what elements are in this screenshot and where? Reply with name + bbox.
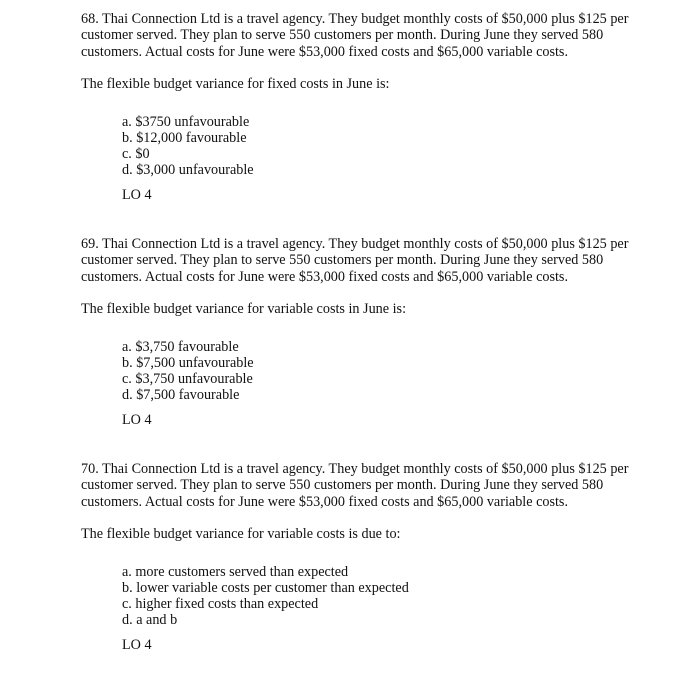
question-stem [81, 461, 641, 510]
answer-option-b: b. lower variable costs per customer than expected [122, 580, 409, 596]
learning-objective: LO 4 [122, 187, 152, 203]
answer-options [122, 114, 254, 178]
answer-option-c: c. $3,750 unfavourable [122, 371, 253, 387]
stem-line: 69. Thai Connection Ltd is a travel agency. They budget monthly costs of $50,000 plus $125 per [81, 236, 629, 252]
learning-objective: LO 4 [122, 637, 152, 653]
stem-line: 68. Thai Connection Ltd is a travel agency. They budget monthly costs of $50,000 plus $125 per [81, 11, 629, 27]
question-prompt: The flexible budget variance for fixed costs in June is: [81, 76, 390, 92]
question-prompt: The flexible budget variance for variable costs is due to: [81, 526, 401, 542]
question-69 [81, 236, 641, 428]
answer-option-c: c. higher fixed costs than expected [122, 596, 319, 612]
question-prompt: The flexible budget variance for variable costs in June is: [81, 301, 407, 317]
answer-option-b: b. $12,000 favourable [122, 130, 247, 146]
stem-line: customer served. They plan to serve 550 customers per month. During June they served 580 [81, 27, 604, 44]
question-stem [81, 236, 641, 285]
answer-option-d: d. a and b [122, 612, 178, 628]
answer-option-d: d. $7,500 favourable [122, 387, 240, 403]
stem-line: customer served. They plan to serve 550 customers per month. During June they served 580 [81, 477, 604, 494]
stem-line: 70. Thai Connection Ltd is a travel agency. They budget monthly costs of $50,000 plus $125 per [81, 461, 629, 477]
stem-line: customers. Actual costs for June were $53,000 fixed costs and $65,000 variable costs. [81, 493, 568, 510]
stem-line: customers. Actual costs for June were $53,000 fixed costs and $65,000 variable costs. [81, 43, 568, 60]
question-stem [81, 11, 641, 60]
answer-options [122, 564, 409, 628]
answer-option-c: c. $0 [122, 146, 150, 162]
question-68 [81, 11, 641, 203]
stem-line: customer served. They plan to serve 550 customers per month. During June they served 580 [81, 252, 604, 269]
answer-option-a: a. $3750 unfavourable [122, 114, 250, 130]
answer-option-b: b. $7,500 unfavourable [122, 355, 254, 371]
stem-line: customers. Actual costs for June were $53,000 fixed costs and $65,000 variable costs. [81, 268, 568, 285]
answer-option-d: d. $3,000 unfavourable [122, 162, 254, 178]
answer-option-a: a. more customers served than expected [122, 564, 349, 580]
answer-options [122, 339, 254, 403]
learning-objective: LO 4 [122, 412, 152, 428]
question-70 [81, 461, 641, 653]
answer-option-a: a. $3,750 favourable [122, 339, 239, 355]
